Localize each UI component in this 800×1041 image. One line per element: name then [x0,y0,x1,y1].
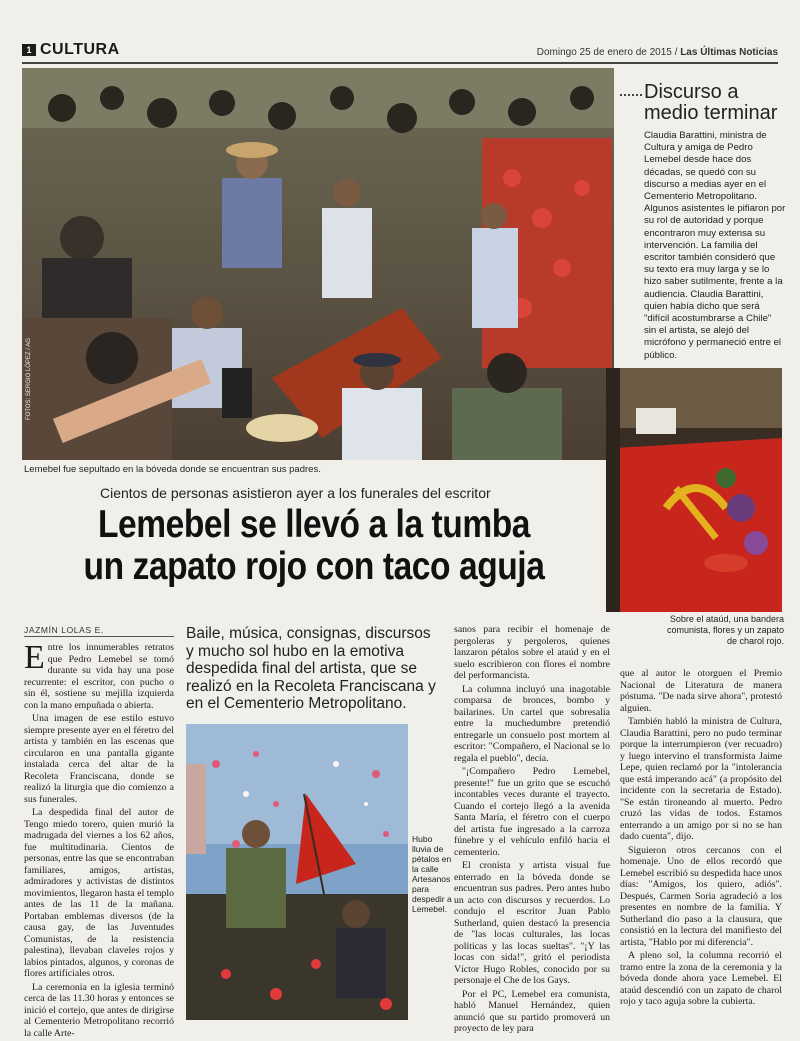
headline-line-2: un zapato rojo con taco aguja [83,545,545,588]
main-photo-funeral-crowd [22,68,614,460]
paragraph: La ceremonia en la iglesia terminó cerca de las 11.30 horas y entonces se inició el cortejo, que antes de dirigirse al Cementerio Metropolitano recorrió la calle Arte- [24,981,174,1039]
sidebar-text: Claudia Barattini, ministra de Cultura y amiga de Pedro Lemebel desde hace dos décadas, se quedó con su discurso a medias ayer en el Cementerio Metropolitano. Algunos asistentes le pifiaron por su rol de autoridad y porque encontraron muy extensa su intervención. La familia del escritor también consideró que su texto era muy larga y se lo hizo saber sutilmente, frente a la audiencia. Claudia Barattini, quien había dicho que será "difícil acostumbrarse a Chile" sin el artista, se alejó del micrófono y permaneció entre el público. [644,130,786,361]
header-rule [22,62,778,64]
drop-cap: E [24,639,45,676]
petals-photo-caption: Hubo lluvia de pétalos en la calle Artesanos para despedir a Lemebel. [412,834,452,914]
paragraph: A pleno sol, la columna recorrió el tramo entre la zona de la ceremonia y la bóveda donde ahora yace Lemebel. El ataúd descendió con un zapato de charol rojo y taco aguja sobre la cubierta. [620,950,782,1007]
section-mark: 1 [22,44,36,56]
article-column-1 [24,639,174,1041]
paragraph: "¡Compañero Pedro Lemebel, presente!" fue un grito que se escuchó incontables veces durante el trayecto. Cuando el cortejo llegó a la avenida Santa María, el féretro con el cuerpo del artista fue ingresado a la carroza fúnebre y el vehículo enfiló hacia el cementerio. [454,766,610,858]
article-column-4 [620,668,782,1010]
article-deck: Baile, música, consignas, discursos y mucho sol hubo en la emotiva despedida final del artista, que se realizó en la Recoleta Franciscana y en el Cementerio Metropolitano. [186,625,436,712]
kicker: Cientos de personas asistieron ayer a los funerales del escritor [100,485,491,501]
headline-line-1: Lemebel se llevó a la tumba [97,503,531,546]
paragraph: Una imagen de ese estilo estuvo siempre presente ayer en el féretro del artista y también en las escenas que circularon en una pantalla gigante instalada cerca del altar de la Recoleta Franciscana, donde se realizó la liturgia que dio comienzo a sus funerales. [24,713,174,805]
article-column-3 [454,624,610,1037]
issue-date: Domingo 25 de enero de 2015 / [536,47,678,58]
coffin-flag-photo [606,368,782,612]
paragraph: También habló la ministra de Cultura, Claudia Barattini, pero no pudo terminar porque la interrumpieron (ver recuadro) y luego intervino el transformista Jaime Lepe, quien reclamó por la "intolerancia que está imperando acá" (a propósito del incidente con la secretaria de Estado). "Se están tironeando al muerto. Pedro cruzó las vidas de todos. Estamos enterrando a un amigo por si no se han dado cuenta", dijo. [620,716,782,842]
paragraph: El cronista y artista visual fue enterrado en la bóveda donde se encuentran sus padres. Pero antes hubo un acto con discursos y recuerdos. Lo condujo el escritor Juan Pablo Sutherland, quien destacó la presencia de "las locas culturales, las locas políticas y las locas sueltas". "¡Y las locas con sida!", gritó el periodista Víctor Hugo Robles, conocido por su personaje el Che de los Gays. [454,860,610,986]
paragraph: Siguieron otros cercanos con el homenaje. Uno de ellos recordó que Lemebel escribió su despedida hace unos días: "Amigos, los quiero, adiós". Después, Carmen Soria agradeció a los presentes en nombre de la familia. Y Sutherland dio paso a la clausura, que consistió en la lectura del manifiesto del artista, "Hablo por mi diferencia". [620,844,782,948]
main-photo-caption: Lemebel fue sepultado en la bóveda donde se encuentran sus padres. [24,464,321,475]
paragraph: Entre los innumerables retratos que Pedro Lemebel se tomó durante su vida hay una pose recurrente: el escritor, con pucho o sin él, sostiene su mejilla izquierda con la mano empuñada o abierta. [24,639,174,711]
section-name: CULTURA [40,41,120,58]
sidebar-dots [620,94,642,96]
paragraph: sanos para recibir el homenaje de pergoleras y pergoleros, quienes lanzaron pétalos sobre el ataúd y en el suelo escribieron con flores el nombre del performancista. [454,624,610,681]
newspaper-name: Las Últimas Noticias [680,47,778,58]
paragraph: La despedida final del autor de Tengo miedo torero, quien murió la madrugada del viernes a los 62 años, fue multitudinaria. Cientos de personas, entre las que se encontraban familiares, amigos, artistas, admiradores y activistas de distintos movimientos, llegaron hasta el templo antes de las 11 de la mañana. Portaban emblemas diversos (de la causa gay, de las Juventudes Comunistas, de la resistencia palestina), llevaban claveles rojos y labios pintados, algunos, y coronas de flores artificiales otros. [24,807,174,979]
coffin-photo-caption: Sobre el ataúd, una bandera comunista, flores y un zapato de charol rojo. [666,614,784,646]
petals-street-photo [186,724,408,1020]
photo-credit: FOTOS: SERGIO LÓPEZ / AG [26,338,32,420]
byline: JAZMÍN LOLAS E. [24,625,104,635]
paragraph: Por el PC, Lemebel era comunista, habló Manuel Hernández, quien anunció que su partido promoverá un proyecto de ley para [454,988,610,1034]
byline-rule [24,636,174,637]
dateline [537,47,778,58]
paragraph: La columna incluyó una inagotable comparsa de bronces, bombo y bailarines. Un cartel que sobresalía entre la muchedumbre pretendió entregarle un consuelo post mortem al escritor: "Compañero, el Nacional se lo regala el pueblo", decía. [454,683,610,764]
sidebar-title: Discurso a medio terminar [644,81,778,124]
paragraph: que al autor le otorguen el Premio Nacional de Literatura de manera póstuma. "De nada sirve ahora", protestó alguien. [620,668,782,714]
headline [65,504,564,588]
